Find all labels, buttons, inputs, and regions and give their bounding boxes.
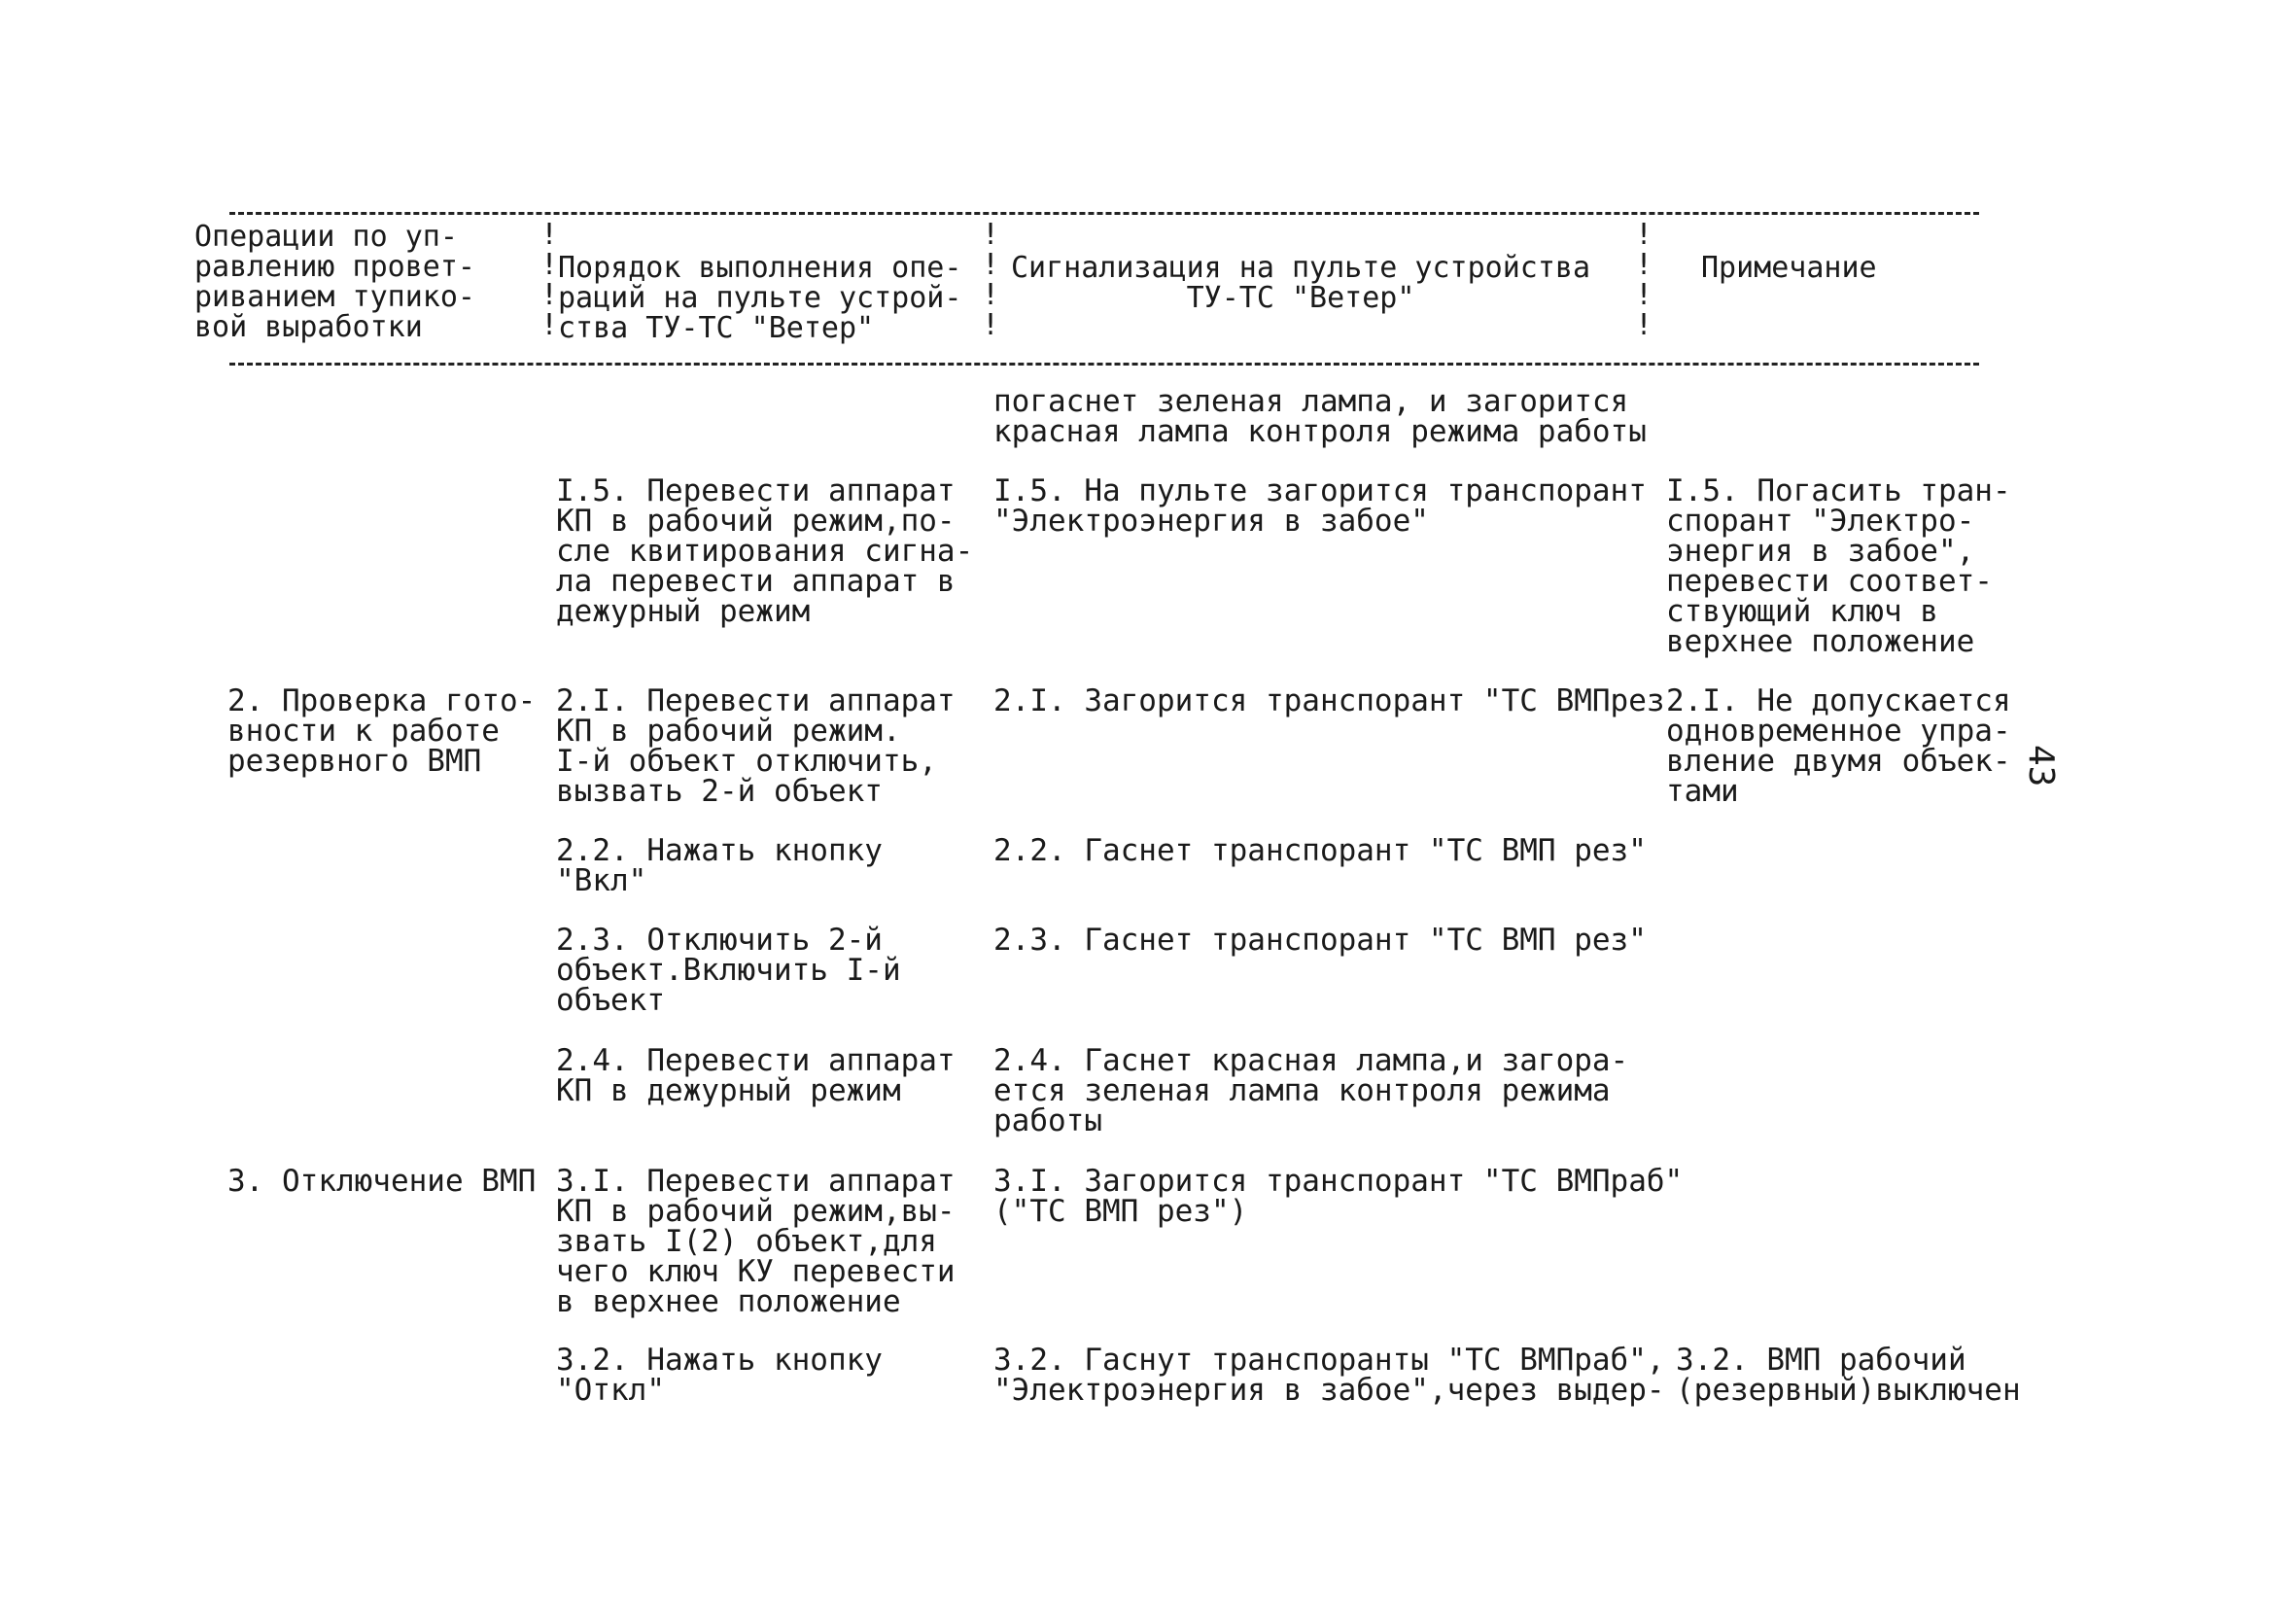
row-6-signal: 2.4. Гаснет красная лампа,и загора- ется зеленая лампа контроля режима работы [993, 1043, 1629, 1138]
row-6-procedure: 2.4. Перевести аппарат КП в дежурный режим [556, 1043, 956, 1108]
header-operations: Операции по уп- равлению провет- риванием тупико- вой выработки [194, 220, 475, 344]
row-7-procedure: 3.I. Перевести аппарат КП в рабочий режим,вы- звать I(2) объект,для чего ключ КУ перевести в верхнее положение [556, 1164, 956, 1319]
row-4-procedure: 2.2. Нажать кнопку "Вкл" [556, 833, 883, 898]
row-8-procedure: 3.2. Нажать кнопку "Откл" [556, 1343, 883, 1408]
row-7-signal: 3.I. Загорится транспорант "ТС ВМПраб" ("ТС ВМП рез") [993, 1164, 1684, 1229]
header-bottom-rule [229, 363, 1979, 366]
row-7-operation: 3. Отключение ВМП [227, 1164, 537, 1199]
row-3-operation: 2. Проверка гото- вности к работе резервного ВМП [227, 683, 537, 779]
header-separator-2: ! ! ! ! [982, 218, 1000, 342]
row-4-signal: 2.2. Гаснет транспорант "ТС ВМП рез" [993, 833, 1647, 868]
row-8-signal: 3.2. Гаснут транспоранты "ТС ВМПраб", "Электроэнергия в забое",через выдер- [993, 1343, 1665, 1408]
header-note: Примечание [1701, 251, 1877, 285]
row-2-signal: I.5. На пульте загорится транспорант "Электроэнергия в забое" [993, 473, 1647, 539]
page-number: 43 [2021, 745, 2061, 787]
row-3-procedure: 2.I. Перевести аппарат КП в рабочий режим. I-й объект отключить, вызвать 2-й объект [556, 683, 956, 809]
row-5-signal: 2.3. Гаснет транспорант "ТС ВМП рез" [993, 923, 1647, 958]
header-procedure: Порядок выполнения опе- раций на пульте устрой- ства ТУ-ТС "Ветер" [558, 251, 962, 345]
row-3-note: 2.I. Не допускается одновременное упра- вление двумя объек- тами [1666, 683, 2011, 809]
row-5-procedure: 2.3. Отключить 2-й объект.Включить I-й объект [556, 923, 901, 1018]
row-8-note: 3.2. ВМП рабочий (резервный)выключен [1676, 1343, 2021, 1408]
row-3-signal: 2.I. Загорится транспорант "ТС ВМПрез [993, 683, 1665, 718]
row-2-procedure: I.5. Перевести аппарат КП в рабочий режим,по- сле квитирования сигна- ла перевести аппарат в дежурный режим [556, 473, 974, 629]
header-signalling: Сигнализация на пульте устройства ТУ-ТС "Ветер" [1011, 251, 1591, 315]
header-separator-1: ! ! ! ! [540, 218, 559, 342]
header-top-rule [229, 212, 1979, 215]
row-2-note: I.5. Погасить тран- спорант "Электро- энергия в забое", перевести соответ- ствующий ключ в верхнее положение [1666, 473, 2011, 659]
row-1-signal: погаснет зеленая лампа, и загорится красная лампа контроля режима работы [993, 384, 1647, 449]
header-separator-3: ! ! ! ! [1635, 218, 1653, 342]
